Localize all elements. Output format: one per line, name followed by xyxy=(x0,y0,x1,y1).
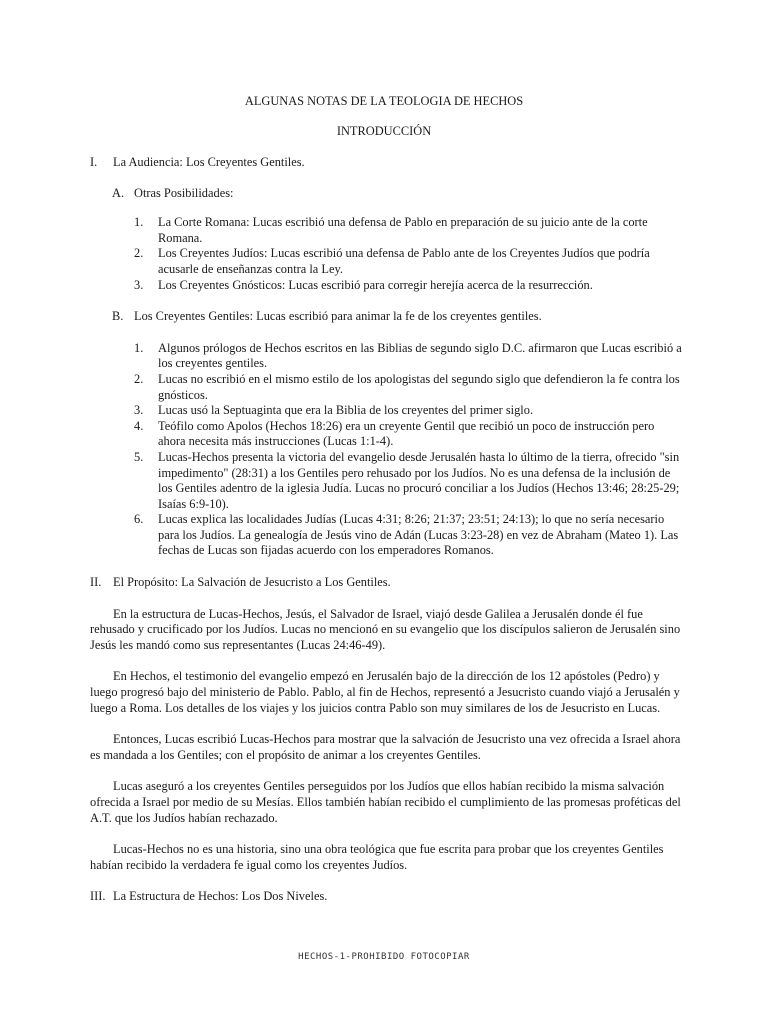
document-title: ALGUNAS NOTAS DE LA TEOLOGIA DE HECHOS xyxy=(244,94,524,108)
section-title: La Estructura de Hechos: Los Dos Niveles. xyxy=(113,889,328,904)
document-body xyxy=(90,155,682,905)
list-item: 1. Algunos prólogos de Hechos escritos en las Biblias de segundo siglo D.C. afirmaron que Lucas escribió a los creyentes gentiles. xyxy=(134,340,682,371)
paragraph: Lucas aseguró a los creyentes Gentiles perseguidos por los Judíos que ellos habían recibido la misma salvación ofrecida a Israel por medio de su Mesías. Ellos también habían recibido el cumplimiento de las promesas proféticas del A.T. que los Judíos habían rechazado. xyxy=(90,779,681,825)
subsection-a-heading xyxy=(90,186,682,202)
subsection-a-list xyxy=(90,215,682,293)
page-footer: HECHOS-1-PROHIBIDO FOTOCOPIAR xyxy=(298,952,470,962)
section-heading-2 xyxy=(90,575,682,591)
list-item: 3. Lucas usó la Septuaginta que era la Biblia de los creyentes del primer siglo. xyxy=(134,403,534,418)
list-item: 4. Teófilo como Apolos (Hechos 18:26) era un creyente Gentil que recibió un poco de instrucción pero ahora necesita más instrucciones (Lucas 1:1-4). xyxy=(134,418,655,449)
document-subtitle: INTRODUCCIÓN xyxy=(336,124,432,138)
paragraph: Entonces, Lucas escribió Lucas-Hechos para mostrar que la salvación de Jesucristo una vez ofrecida a Israel ahora es mandada a los Gentiles; con el propósito de animar a los creyentes Gentiles. xyxy=(90,732,681,762)
section-number: I. xyxy=(90,155,98,169)
subsection-title: Otras Posibilidades: xyxy=(134,185,234,200)
paragraph: Lucas-Hechos no es una historia, sino una obra teológica que fue escrita para probar que los creyentes Gentiles habían recibido la verdadera fe igual como los creyentes Judíos. xyxy=(90,842,664,872)
section-heading-1 xyxy=(90,155,682,171)
section-number: III. xyxy=(90,889,106,904)
section-heading-3 xyxy=(90,889,682,905)
list-item: 2. Lucas no escribió en el mismo estilo de los apologistas del segundo siglo que defendieron la fe contra los gnósticos. xyxy=(134,371,680,402)
list-item: 6. Lucas explica las localidades Judías (Lucas 4:31; 8:26; 21:37; 23:51; 24:13); lo que no sería necesario para los Judíos. La genealogía de Jesús vino de Adán (Lucas 3:23-28) en vez de Abraham (Mateo 1). Las fechas de Lucas son fijadas acuerdo con los emperadores Romanos. xyxy=(134,512,679,558)
paragraph: En Hechos, el testimonio del evangelio empezó en Jerusalén bajo de la dirección de los 12 apóstoles (Pedro) y luego progresó bajo del ministerio de Pablo. Pablo, al fin de Hechos, representó a Jesucristo cuando viajó a Jerusalén y luego a Roma. Los detalles de los viajes y los juicios contra Pablo son muy similares de los de Jesucristo en Lucas. xyxy=(90,669,680,715)
list-item: 2. Los Creyentes Judíos: Lucas escribió una defensa de Pablo ante de los Creyentes Judíos que podría acusarle de enseñanzas contra la Ley. xyxy=(134,246,650,276)
subsection-label: B. xyxy=(112,309,124,324)
section-number: II. xyxy=(90,575,102,590)
section-title: El Propósito: La Salvación de Jesucristo a Los Gentiles. xyxy=(113,575,391,590)
subsection-b-list xyxy=(90,341,682,559)
paragraph: En la estructura de Lucas-Hechos, Jesús, el Salvador de Israel, viajó desde Galilea a Jerusalén donde él fue rehusado y crucificado por los Judíos. Lucas no mencionó en su evangelio que los discípulos salieron de Jerusalén sino Jesús les mandó como sus representantes (Lucas 24:46-49). xyxy=(90,606,681,652)
subsection-title: Los Creyentes Gentiles: Lucas escribió para animar la fe de los creyentes gentiles. xyxy=(134,309,542,324)
subsection-b-heading xyxy=(90,309,682,325)
list-item: 1. La Corte Romana: Lucas escribió una defensa de Pablo en preparación de su juicio ante de la corte Romana. xyxy=(134,215,648,245)
section-title: La Audiencia: Los Creyentes Gentiles. xyxy=(113,155,305,169)
list-item: 5. Lucas-Hechos presenta la victoria del evangelio desde Jerusalén hasta lo último de la tierra, ofrecido "sin impedimento" (28:31) a los Gentiles pero rehusado por los Judíos. No es una defensa de la inclusión de los Gentiles adentro de la iglesia Judía. Lucas no procuró conciliar a los Judíos (Hechos 13:46; 28:25-29; Isaías 6:9-10). xyxy=(134,449,680,511)
list-item: 3. Los Creyentes Gnósticos: Lucas escribió para corregir herejía acerca de la resurrección. xyxy=(134,277,593,292)
subsection-label: A. xyxy=(112,185,125,200)
